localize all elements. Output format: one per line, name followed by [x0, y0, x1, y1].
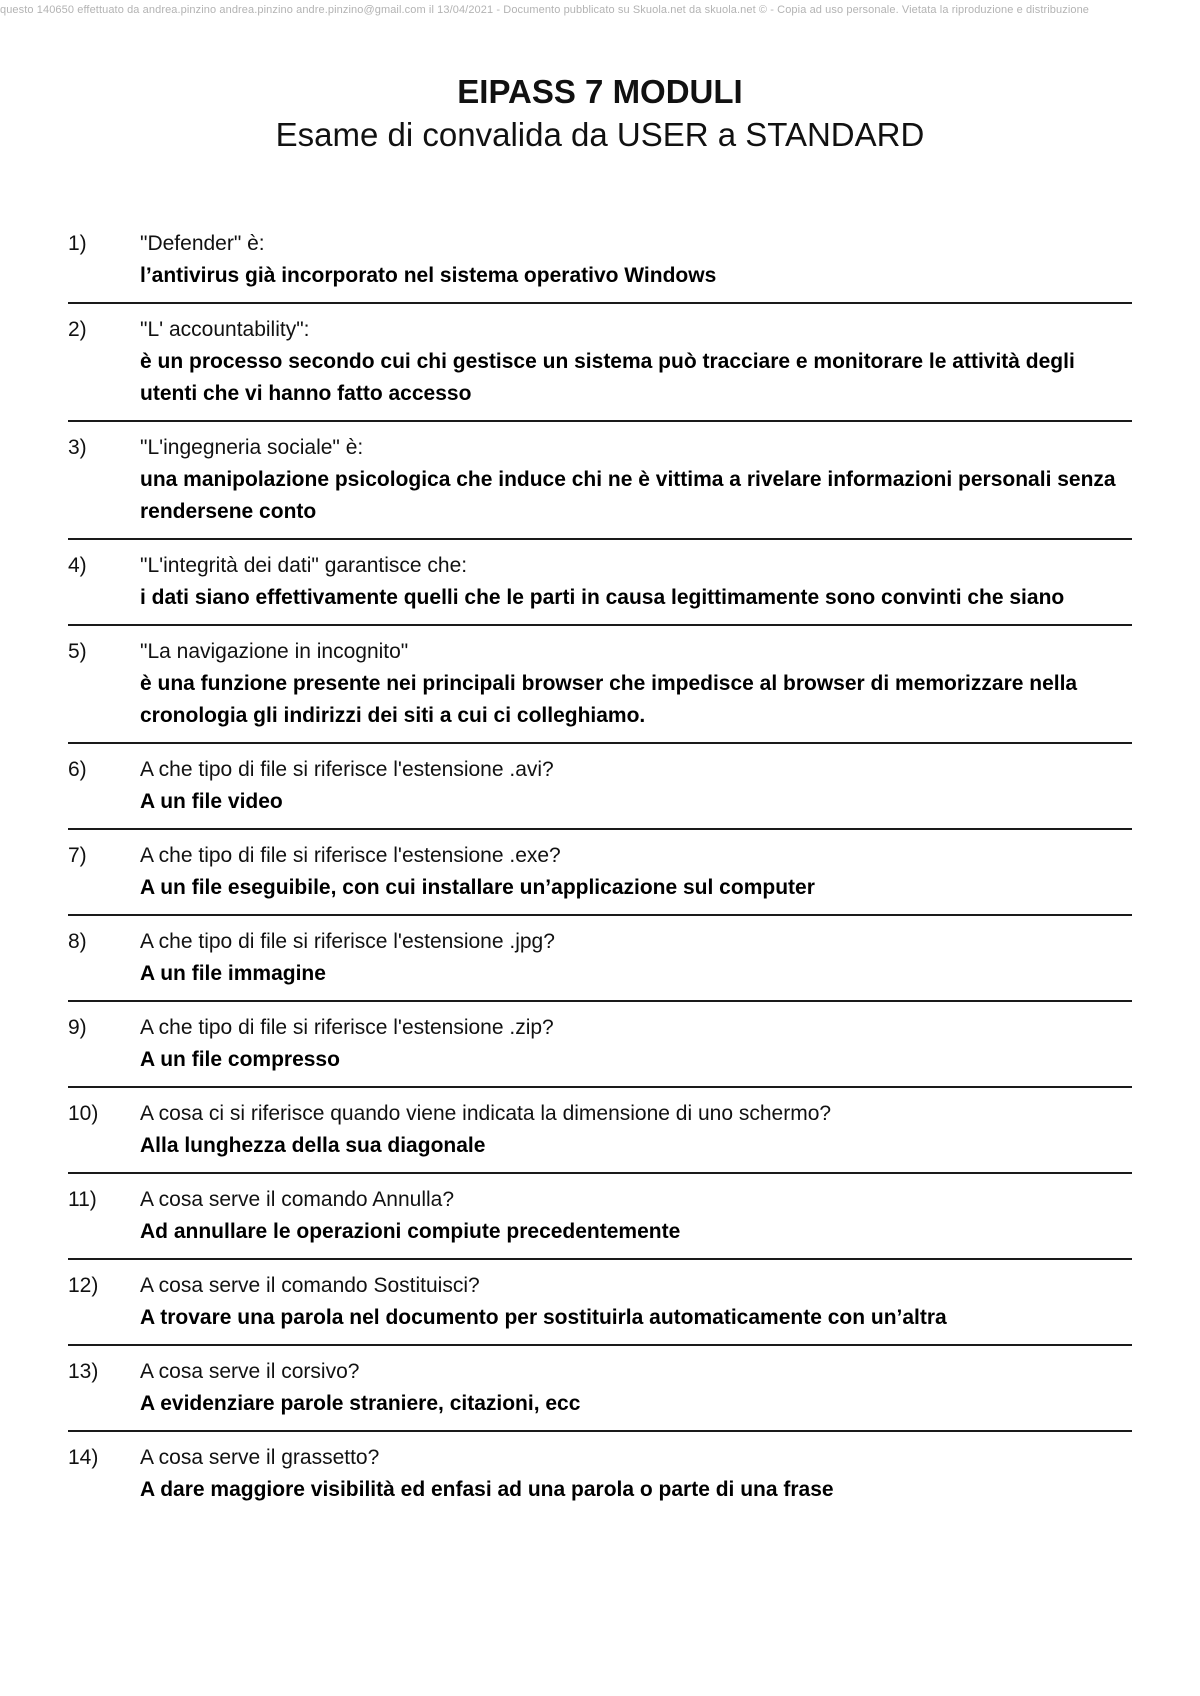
question-row — [68, 926, 1132, 990]
answer-text: i dati siano effettivamente quelli che le parti in causa legittimamente sono convinti che siano — [140, 586, 1065, 609]
question-number: 8) — [68, 930, 87, 953]
question-number: 4) — [68, 554, 87, 577]
question-text: "L'integrità dei dati" garantisce che: — [140, 554, 468, 577]
question-number: 9) — [68, 1016, 87, 1039]
question-answer-list — [68, 228, 1132, 1516]
question-item — [68, 432, 1132, 540]
question-body — [140, 840, 1132, 904]
question-number: 12) — [68, 1274, 99, 1297]
question-number: 3) — [68, 436, 87, 459]
question-body — [140, 1270, 1132, 1334]
question-text: A che tipo di file si riferisce l'estensione .avi? — [140, 758, 554, 781]
question-text: A che tipo di file si riferisce l'estensione .zip? — [140, 1016, 554, 1039]
question-text: A che tipo di file si riferisce l'estensione .jpg? — [140, 930, 555, 953]
question-body — [140, 754, 1132, 818]
question-body — [140, 926, 1132, 990]
question-row — [68, 840, 1132, 904]
question-row — [68, 1098, 1132, 1162]
answer-text: Alla lunghezza della sua diagonale — [140, 1134, 486, 1157]
question-item — [68, 550, 1132, 626]
question-item — [68, 1270, 1132, 1346]
answer-text: A un file immagine — [140, 962, 326, 985]
question-text: A cosa serve il comando Sostituisci? — [140, 1274, 480, 1297]
answer-text: A un file video — [140, 790, 283, 813]
question-text: A cosa serve il grassetto? — [140, 1446, 380, 1469]
document-subtitle: Esame di convalida da USER a STANDARD — [275, 116, 925, 153]
question-item — [68, 228, 1132, 304]
question-body — [140, 1012, 1132, 1076]
question-text: A che tipo di file si riferisce l'estensione .exe? — [140, 844, 561, 867]
question-item — [68, 1098, 1132, 1174]
answer-text: una manipolazione psicologica che induce chi ne è vittima a rivelare informazioni personali senza rendersene conto — [140, 468, 1116, 523]
question-number: 6) — [68, 758, 87, 781]
question-row — [68, 228, 1132, 292]
question-row — [68, 1012, 1132, 1076]
question-number: 1) — [68, 232, 87, 255]
question-number: 10) — [68, 1102, 99, 1125]
answer-text: A evidenziare parole straniere, citazioni, ecc — [140, 1392, 581, 1415]
question-body — [140, 550, 1132, 614]
question-row — [68, 314, 1132, 410]
question-row — [68, 1184, 1132, 1248]
answer-text: è una funzione presente nei principali browser che impedisce al browser di memorizzare nella cronologia gli indirizzi dei siti a cui ci colleghiamo. — [140, 672, 1078, 727]
document-header — [0, 70, 1200, 156]
question-number: 7) — [68, 844, 87, 867]
question-body — [140, 314, 1132, 410]
question-body — [140, 1184, 1132, 1248]
answer-text: A dare maggiore visibilità ed enfasi ad una parola o parte di una frase — [140, 1478, 834, 1501]
answer-text: A trovare una parola nel documento per sostituirla automaticamente con un’altra — [140, 1306, 947, 1329]
question-body — [140, 228, 1132, 292]
question-number: 2) — [68, 318, 87, 341]
question-body — [140, 1356, 1132, 1420]
question-item — [68, 1442, 1132, 1516]
question-item — [68, 840, 1132, 916]
question-row — [68, 636, 1132, 732]
question-number: 13) — [68, 1360, 99, 1383]
question-text: "L' accountability": — [140, 318, 310, 341]
question-body — [140, 1442, 1132, 1506]
question-row — [68, 1270, 1132, 1334]
question-item — [68, 636, 1132, 744]
question-text: "L'ingegneria sociale" è: — [140, 436, 364, 459]
question-item — [68, 1356, 1132, 1432]
document-title: EIPASS 7 MODULI — [457, 73, 743, 110]
question-item — [68, 926, 1132, 1002]
answer-text: A un file compresso — [140, 1048, 340, 1071]
question-number: 14) — [68, 1446, 99, 1469]
question-body — [140, 636, 1132, 732]
answer-text: Ad annullare le operazioni compiute precedentemente — [140, 1220, 681, 1243]
question-row — [68, 1442, 1132, 1506]
answer-text: A un file eseguibile, con cui installare un’applicazione sul computer — [140, 876, 815, 899]
question-text: "Defender" è: — [140, 232, 265, 255]
question-body — [140, 1098, 1132, 1162]
question-row — [68, 550, 1132, 614]
question-text: A cosa serve il corsivo? — [140, 1360, 360, 1383]
answer-text: è un processo secondo cui chi gestisce un sistema può tracciare e monitorare le attività degli utenti che vi hanno fatto accesso — [140, 350, 1075, 405]
question-item — [68, 314, 1132, 422]
answer-text: l’antivirus già incorporato nel sistema operativo Windows — [140, 264, 717, 287]
question-item — [68, 1184, 1132, 1260]
question-text: A cosa serve il comando Annulla? — [140, 1188, 455, 1211]
question-item — [68, 754, 1132, 830]
question-number: 11) — [68, 1188, 97, 1211]
question-item — [68, 1012, 1132, 1088]
question-body — [140, 432, 1132, 528]
question-text: A cosa ci si riferisce quando viene indicata la dimensione di uno schermo? — [140, 1102, 832, 1125]
question-row — [68, 754, 1132, 818]
copyright-watermark: questo 140650 effettuato da andrea.pinzino andrea.pinzino andre.pinzino@gmail.com il 13/04/2021 - Documento pubblicato su Skuola.net da skuola.net © - Copia ad uso personale. Vietata la riproduzione e distribuzione — [0, 4, 1090, 16]
question-row — [68, 1356, 1132, 1420]
question-row — [68, 432, 1132, 528]
question-number: 5) — [68, 640, 87, 663]
question-text: "La navigazione in incognito" — [140, 640, 409, 663]
